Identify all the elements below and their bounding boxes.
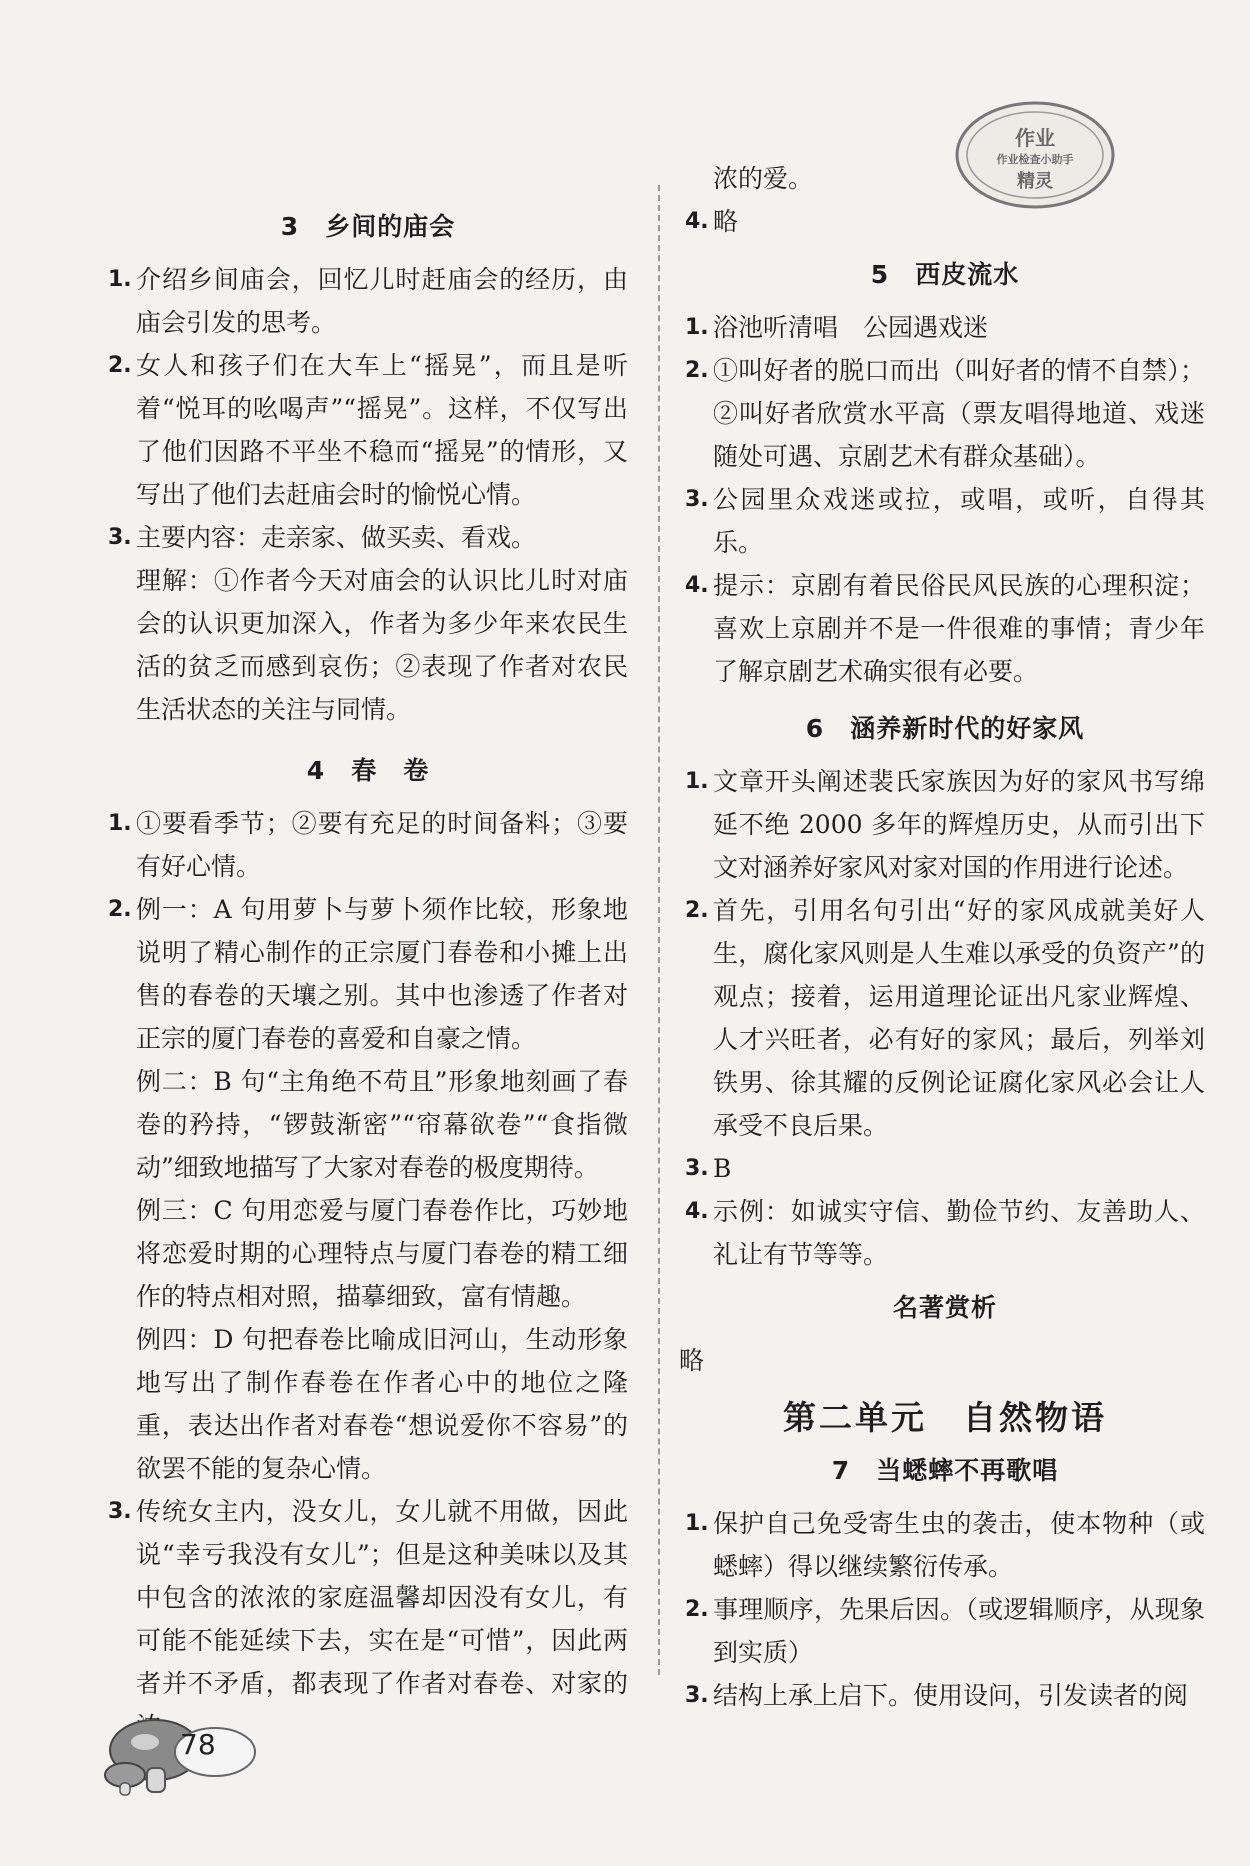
- svg-text:作业: 作业: [1015, 126, 1055, 150]
- answer-6-3: 3. B: [685, 1154, 732, 1183]
- answer-3-1: 1. 介绍乡间庙会，回忆儿时赶庙会的经历，由庙会引发的思考。: [108, 265, 628, 337]
- answer-4-2: 2. 例一：A 句用萝卜与萝卜须作比较，形象地说明了精心制作的正宗厦门春卷和小摊上出售的春卷的天壤之别。其中也渗透了作者对正宗的厦门春卷的喜爱和自豪之情。: [108, 895, 628, 1053]
- answer-4-2-example-3: 例三：C 句用恋爱与厦门春卷作比，巧妙地将恋爱时期的心理特点与厦门春卷的精工细作的特点相对照，描摹细致，富有情趣。: [136, 1196, 628, 1311]
- answer-7-3: 3. 结构上承上启下。使用设问，引发读者的阅: [685, 1681, 1189, 1710]
- answer-7-2: 2. 事理顺序，先果后因。（或逻辑顺序，从现象到实质）: [685, 1595, 1205, 1667]
- svg-text:精灵: 精灵: [1017, 171, 1053, 192]
- continued-text: 浓的爱。: [713, 164, 814, 193]
- page-number: 78: [180, 1728, 216, 1761]
- answer-5-3: 3. 公园里众戏迷或拉，或唱，或听，自得其乐。: [685, 485, 1205, 557]
- column-divider: [658, 185, 660, 1675]
- left-column: [108, 195, 628, 1748]
- answer-6-2: 2. 首先，引用名句引出“好的家风成就美好人生，腐化家风则是人生难以承受的负资产”的观点；接着，运用道理论证出凡家业辉煌、人才兴旺者，必有好的家风；最后，列举刘铁男、徐其耀的反例论证腐化家风必会让人承受不良后果。: [685, 896, 1205, 1140]
- answer-3-3-explanation: 理解：①作者今天对庙会的认识比儿时对庙会的认识更加深入，作者为多少年来农民生活的贫乏而感到哀伤；②表现了作者对农民生活状态的关注与同情。: [136, 566, 628, 724]
- answer-4-3: 3. 传统女主内，没女儿，女儿就不用做，因此说“幸亏我没有女儿”；但是这种美味以及其中包含的浓浓的家庭温馨却因没有女儿，有可能不能延续下去，实在是“可惜”，因此两者并不矛盾，都表现了作者对春卷、对家的: [108, 1497, 628, 1698]
- answer-4-1: 1. ①要看季节；②要有充足的时间备料；③要有好心情。: [108, 809, 628, 881]
- section-title-3: 3 乡间的庙会: [280, 212, 456, 241]
- answer-3-3: 3. 主要内容：走亲家、做买卖、看戏。: [108, 523, 537, 552]
- section-title-6: 6 涵养新时代的好家风: [805, 714, 1085, 743]
- answer-4-2-example-2: 例二：B 句“主角绝不苟且”形象地刻画了春卷的矜持，“锣鼓渐密”“帘幕欲卷”“食指微动”细致地描写了大家对春卷的极度期待。: [136, 1067, 628, 1182]
- answer-4-2-example-4: 例四：D 句把春卷比喻成旧河山，生动形象地写出了制作春卷在作者心中的地位之隆重，表达出作者对春卷“想说爱你不容易”的欲罢不能的复杂心情。: [136, 1325, 628, 1483]
- answer-7-1: 1. 保护自己免受寄生虫的袭击，使本物种（或蟋蟀）得以继续繁衍传承。: [685, 1509, 1205, 1581]
- answer-3-2: 2. 女人和孩子们在大车上“摇晃”，而且是听着“悦耳的吆喝声”“摇晃”。这样，不仅写出了他们因路不平坐不稳而“摇晃”的情形，又写出了他们去赶庙会时的愉悦心情。: [108, 351, 628, 509]
- svg-text:作业检查小助手: 作业检查小助手: [996, 153, 1074, 166]
- section-title-7: 7 当蟋蟀不再歌唱: [831, 1456, 1059, 1485]
- section-title-4: 4 春 卷: [306, 756, 430, 785]
- answer-5-4: 4. 提示：京剧有着民俗民风民族的心理积淀；喜欢上京剧并不是一件很难的事情；青少年了解京剧艺术确实很有必要。: [685, 571, 1205, 686]
- unit-title: 第二单元 自然物语: [783, 1398, 1107, 1437]
- answer-6-1: 1. 文章开头阐述裴氏家族因为好的家风书写绵延不绝 2000 多年的辉煌历史，从而引出下文对涵养好家风对家对国的作用进行论述。: [685, 767, 1205, 882]
- answer-5-2: 2. ①叫好者的脱口而出（叫好者的情不自禁）；②叫好者欣赏水平高（票友唱得地道、戏迷随处可遇、京剧艺术有群众基础）。: [685, 356, 1205, 471]
- answer-6-4: 4. 示例：如诚实守信、勤俭节约、友善助人、礼让有节等等。: [685, 1197, 1205, 1269]
- section-title-classics: 名著赏析: [892, 1293, 997, 1322]
- answer-4-4: 4. 略: [685, 207, 739, 236]
- classics-answer: 略: [679, 1346, 705, 1375]
- section-title-5: 5 西皮流水: [870, 260, 1020, 289]
- answer-5-1: 1. 浴池听清唱 公园遇戏迷: [685, 313, 989, 342]
